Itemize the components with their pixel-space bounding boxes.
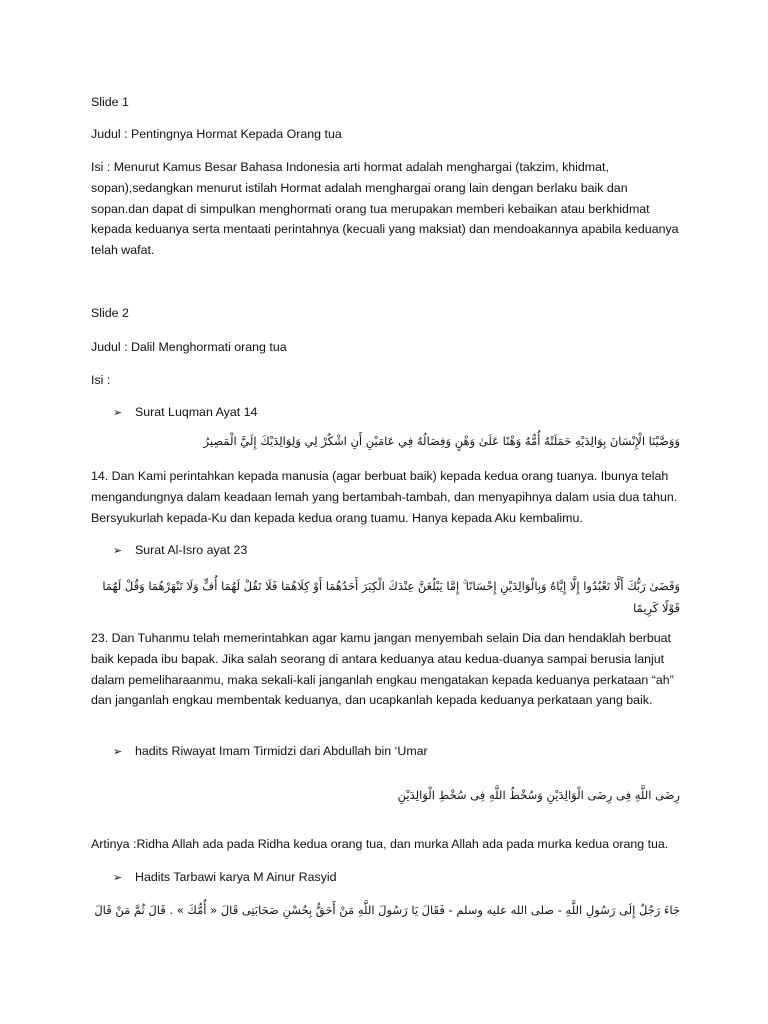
arabic-verse: وَوَصَّيْنَا الْإِنْسَانَ بِوَالِدَيْهِ حَمَلَتْهُ أُمُّهُ وَهْنًا عَلَىٰ وَهْنٍ وَفِصَالُهُ فِي عَامَيْنِ أَنِ اشْكُرْ لِي وَلِوَالِدَيْكَ إِلَيَّ الْمَصِيرُ [203,434,680,448]
bullet-heading: Surat Al-Isro ayat 23 [135,543,248,557]
arabic-verse: وَقَضَىٰ رَبُّكَ أَلَّا تَعْبُدُوا إِلَّا إِيَّاهُ وَبِالْوَالِدَيْنِ إِحْسَانًا ۚ إِمَّا يَبْلُغَنَّ عِنْدَكَ الْكِبَرَ أَحَدُهُمَا أَوْ كِلَاهُمَا فَلَا تَقُلْ لَهُمَا أُفٍّ وَلَا تَنْهَرْهُمَا وَقُلْ لَهُمَا قَوْلًا كَرِيمًا [102,579,680,615]
verse-translation: 23. Dan Tuhanmu telah memerintahkan agar kamu jangan menyembah selain Dia dan hendaklah berbuat baik kepada ibu bapak. Jika salah seorang di antara keduanya atau kedua-duanya sampai berusia lanjut dalam pemeliharaanmu, maka sekali-kali janganlah engkau mengatakan kepada keduanya perkataan “ah” dan janganlah engkau membentak keduanya, dan ucapkanlah kepada keduanya perkataan yang baik. [91,631,674,708]
slide1-isi: Isi : Menurut Kamus Besar Bahasa Indonesia arti hormat adalah menghargai (takzim, khidmat, sopan),sedangkan menurut istilah Hormat adalah menghargai orang lain dengan berlaku baik dan sopan.dan dapat di simpulkan menghormati orang tua merupakan memberi kebaikan atau berkhidmat kepada keduanya serta mentaati perintahnya (kecuali yang maksiat) dan mendoakannya apabila keduanya telah wafat. [91,160,679,258]
arrow-bullet-icon: ➢ [113,872,123,884]
slide2-judul: Judul : Dalil Menghormati orang tua [91,340,287,354]
arrow-bullet-icon: ➢ [113,545,123,557]
slide2-title: Slide 2 [91,306,129,320]
arabic-hadith: جَاءَ رَجُلٌ إِلَى رَسُولِ اللَّهِ - صلى الله عليه وسلم - فَقَالَ يَا رَسُولَ اللَّهِ مَنْ أَحَقُّ بِحُسْنِ صَحَابَتِى قَالَ « أُمُّكَ » . قَالَ ثُمَّ مَنْ قَالَ [94,903,680,917]
arrow-bullet-icon: ➢ [113,746,123,758]
arabic-hadith: رِضَى اللَّهِ فِى رِضَى الْوَالِدَيْنِ وَسُخْطُ اللَّهِ فِى سُخْطِ الْوَالِدَيْنِ [397,788,680,802]
bullet-item [113,540,247,561]
slide2-isi-label: Isi : [91,373,111,387]
bullet-item [113,402,257,423]
bullet-item [113,741,428,762]
slide1-judul: Judul : Pentingnya Hormat Kepada Orang tua [91,127,342,141]
arrow-bullet-icon: ➢ [113,407,123,419]
bullet-heading: hadits Riwayat Imam Tirmidzi dari Abdullah bin ‘Umar [135,744,428,758]
bullet-heading: Hadits Tarbawi karya M Ainur Rasyid [135,870,337,884]
bullet-item [113,867,337,888]
hadith-translation: Artinya :Ridha Allah ada pada Ridha kedua orang tua, dan murka Allah ada pada murka kedua orang tua. [91,837,669,851]
bullet-heading: Surat Luqman Ayat 14 [135,405,258,419]
verse-translation: 14. Dan Kami perintahkan kepada manusia (agar berbuat baik) kepada kedua orang tuanya. Ibunya telah mengandungnya dalam keadaan lemah yang bertambah-tambah, dan menyapihnya dalam usia dua tahun. Bersyukurlah kepada-Ku dan kepada kedua orang tuamu. Hanya kepada Aku kembalimu. [91,469,678,525]
slide1-title: Slide 1 [91,95,129,109]
